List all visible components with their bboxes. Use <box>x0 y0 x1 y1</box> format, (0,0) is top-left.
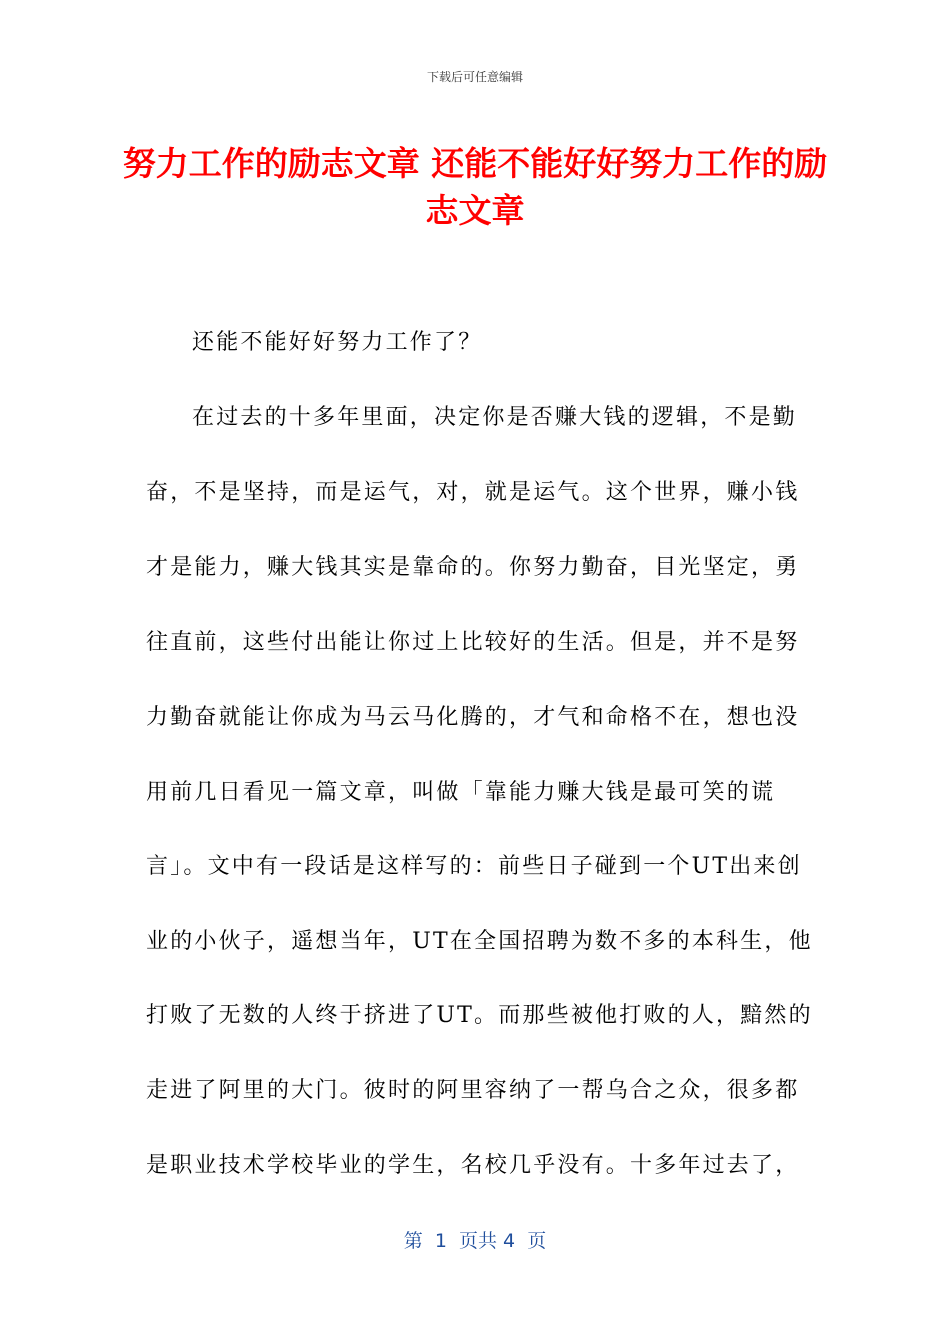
paragraph-line: 还能不能好好努力工作了？ <box>192 330 483 355</box>
header-note: 下载后可任意编辑 <box>426 70 523 84</box>
paragraph-line: 业的小伙子，遥想当年，UT在全国招聘为数不多的本科生，他 <box>146 929 813 954</box>
paragraph-line: 在过去的十多年里面，决定你是否赚大钱的逻辑，不是勤 <box>192 405 798 430</box>
paragraph-line: 往直前，这些付出能让你过上比较好的生活。但是，并不是努 <box>146 630 800 655</box>
paragraph-line: 奋，不是坚持，而是运气，对，就是运气。这个世界，赚小钱 <box>146 480 800 505</box>
paragraph-line: 才是能力，赚大钱其实是靠命的。你努力勤奋，目光坚定，勇 <box>146 555 800 580</box>
paragraph-line: 打败了无数的人终于挤进了UT。而那些被他打败的人，黯然的 <box>146 1003 813 1028</box>
paragraph-line: 走进了阿里的大门。彼时的阿里容纳了一帮乌合之众，很多都 <box>146 1078 800 1103</box>
page-number: 第 1 页共 4 页 <box>403 1230 547 1252</box>
paragraph-line: 言」。文中有一段话是这样写的：前些日子碰到一个UT出来创 <box>146 854 802 879</box>
paragraph-line: 是职业技术学校毕业的学生，名校几乎没有。十多年过去了， <box>146 1153 800 1178</box>
paragraph-line: 力勤奋就能让你成为马云马化腾的，才气和命格不在，想也没 <box>146 705 800 730</box>
paragraph-line: 用前几日看见一篇文章，叫做「靠能力赚大钱是最可笑的谎 <box>146 780 776 805</box>
document-title: 努力工作的励志文章 还能不能好好努力工作的励志文章 <box>122 144 828 230</box>
